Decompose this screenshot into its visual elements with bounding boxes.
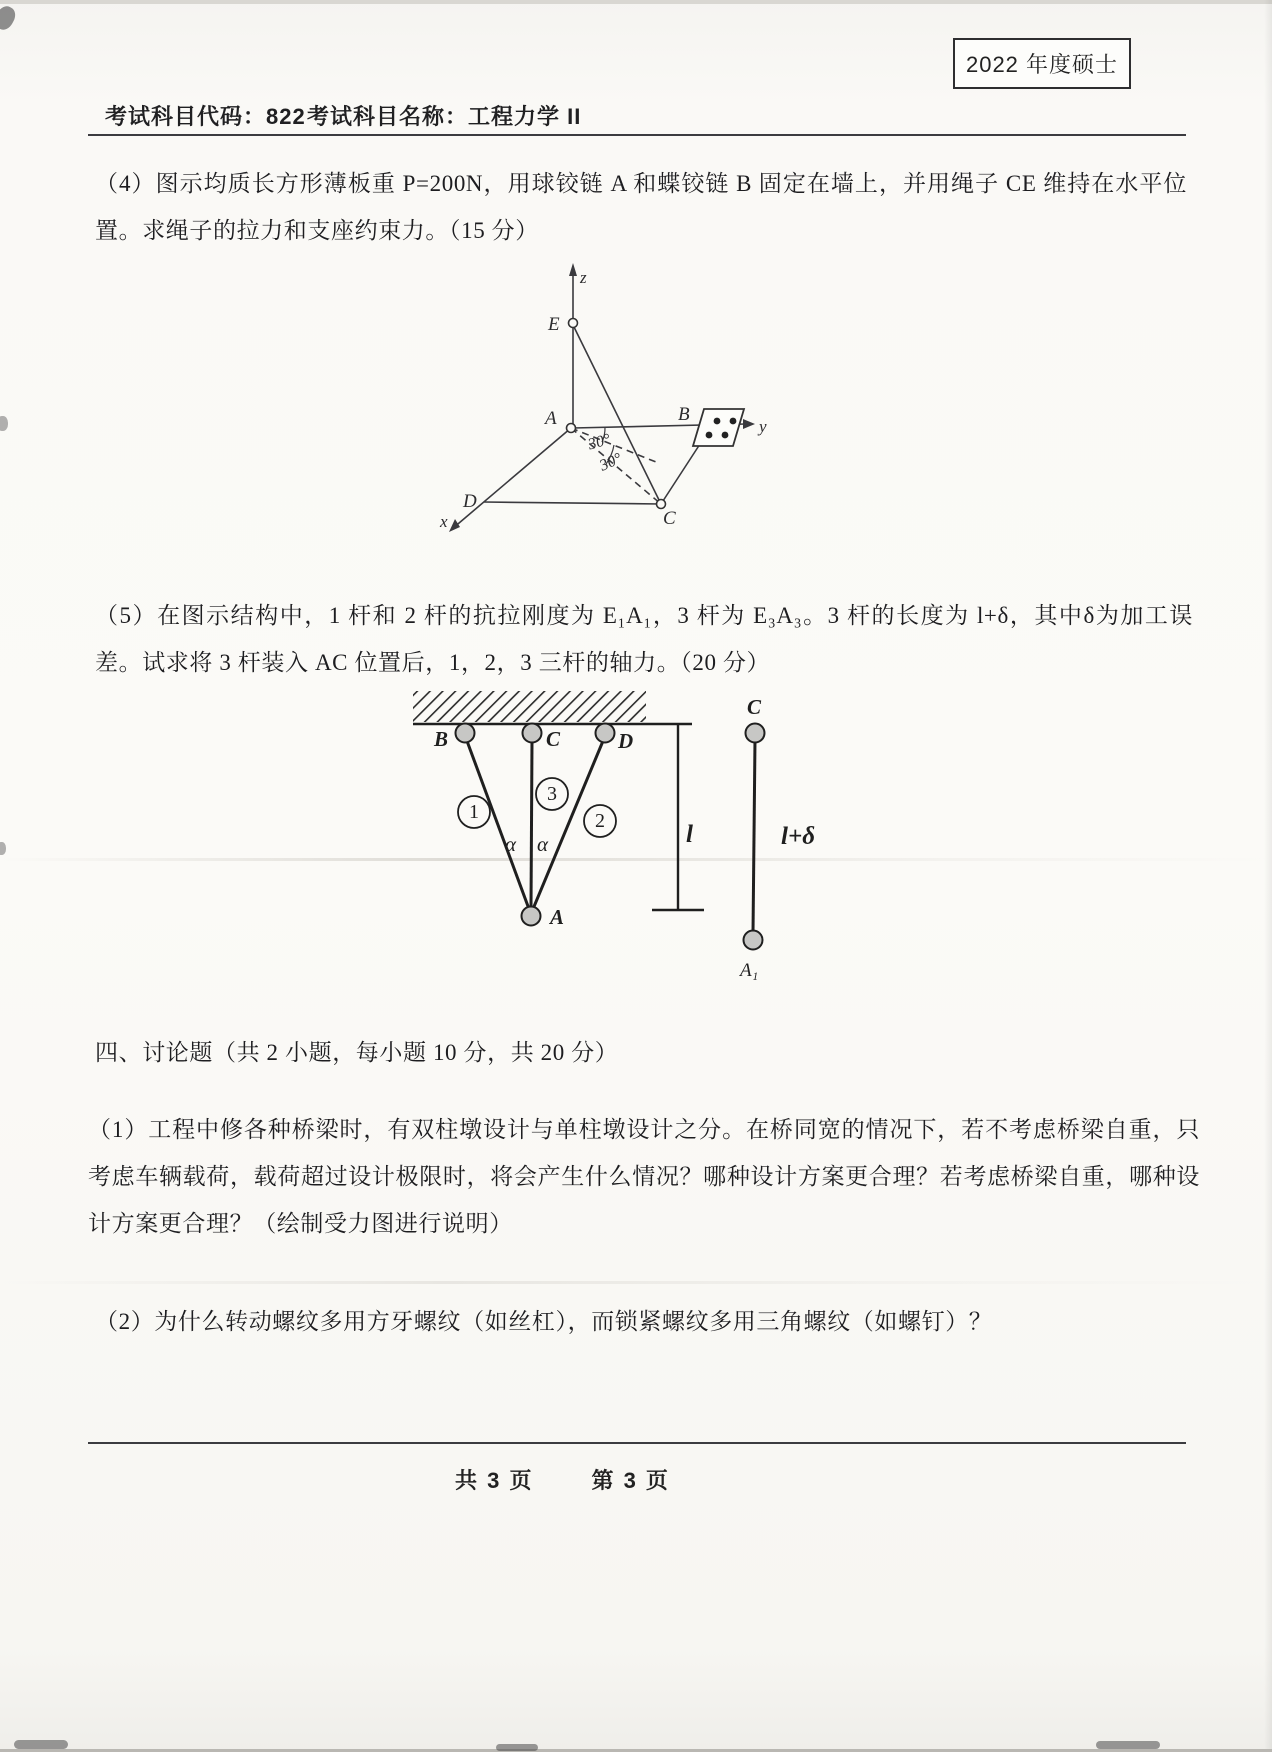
fig1-point-a: [567, 424, 576, 433]
fig2-label-length-l: l: [686, 821, 693, 848]
fig2-pin-b: [456, 724, 475, 743]
discussion-question-2: （2）为什么转动螺纹多用方牙螺纹（如丝杠），而锁紧螺纹多用三角螺纹（如螺钉）？: [95, 1309, 993, 1334]
scan-smudge: [496, 1744, 538, 1751]
fig2-label-a: A: [550, 905, 565, 929]
fig1-label-x: x: [440, 512, 448, 531]
scan-smudge: [0, 842, 6, 855]
fig2-pin-a1: [744, 931, 763, 950]
figure-plate-3d-diagram: [430, 258, 775, 548]
page-footer: [455, 1464, 670, 1495]
fig2-ceiling-hatch: [413, 691, 646, 722]
fig1-y-arrowhead: [743, 419, 755, 429]
fig2-label-alpha2: α: [537, 832, 549, 856]
fig1-label-y: y: [759, 417, 767, 436]
fig1-label-c: C: [663, 508, 676, 529]
fig2-label-c: C: [546, 727, 561, 751]
figure-truss-diagram: [400, 685, 830, 990]
scan-edge-top: [0, 0, 1272, 4]
fig1-label-b: B: [678, 404, 690, 425]
section-4-title: 四、讨论题（共 2 小题，每小题 10 分，共 20 分）: [95, 1040, 619, 1065]
fig1-z-arrowhead: [569, 263, 577, 276]
scan-smudge: [0, 3, 19, 33]
fig2-label-b: B: [434, 727, 449, 751]
fig1-angle-label-1: 30°: [586, 430, 613, 454]
subject-code-label: 考试科目代码：822: [105, 104, 306, 129]
fig2-label-length-l-delta: l+δ: [781, 823, 815, 850]
year-degree-box: 2022 年度硕士: [953, 38, 1131, 89]
fig1-label-a: A: [545, 408, 557, 429]
fig1-edge-dc: [484, 502, 661, 504]
fig1-label-d: D: [463, 491, 477, 512]
scan-smudge: [1096, 1741, 1160, 1749]
footer-current-page: 第 3 页: [591, 1468, 670, 1493]
fig2-label-bar2: 2: [595, 810, 605, 832]
fig2-label-a1: A₁: [740, 960, 759, 981]
scan-smudge: [0, 416, 8, 431]
fig1-edge-ad-x: [452, 428, 571, 529]
fig2-pin-c2: [746, 724, 765, 743]
fig2-pin-d: [596, 724, 615, 743]
header-divider: [88, 134, 1186, 136]
footer-divider: [88, 1442, 1186, 1444]
fig1-edge-bc: [661, 444, 700, 504]
fig2-label-d: D: [618, 729, 634, 753]
scan-edge-right: [1264, 0, 1272, 1752]
paper-fold-crease: [0, 1281, 1272, 1284]
fig2-spare-bar: [753, 740, 755, 933]
fig2-label-bar3: 3: [547, 783, 557, 805]
fig2-pin-c: [523, 724, 542, 743]
subject-name-label: 考试科目名称：工程力学 II: [307, 104, 582, 129]
question-5-text: （5）在图示结构中，1 杆和 2 杆的抗拉刚度为 E₁A₁，3 杆为 E₃A₃。3 杆的长度为 l+δ，其中δ为加工误差。试求将 3 杆装入 AC 位置后，1，2，3 三杆的轴力。（20 分）: [95, 603, 1193, 675]
fig2-bar-1: [467, 741, 529, 909]
footer-total-pages: 共 3 页: [455, 1468, 534, 1493]
fig1-point-e: [569, 319, 578, 328]
fig2-label-c2: C: [747, 695, 762, 719]
question-4-text: （4）图示均质长方形薄板重 P=200N，用球铰链 A 和蝶铰链 B 固定在墙上，并用绳子 CE 维持在水平位置。求绳子的拉力和支座约束力。（15 分）: [95, 171, 1187, 243]
fig1-label-z: z: [580, 268, 587, 287]
fig1-x-arrowhead: [449, 519, 460, 532]
scan-smudge: [14, 1740, 68, 1749]
fig2-label-bar1: 1: [469, 801, 479, 823]
fig1-hinge-bracket-b: [693, 409, 744, 446]
fig2-bar-2: [533, 741, 603, 909]
fig1-label-e: E: [548, 314, 560, 335]
fig2-bar-3: [531, 742, 532, 907]
discussion-question-1: （1）工程中修各种桥梁时，有双柱墩设计与单柱墩设计之分。在桥同宽的情况下，若不考虑桥梁自重，只考虑车辆载荷，载荷超过设计极限时，将会产生什么情况？哪种设计方案更合理？若考虑桥梁自重，哪种设计方案更合理？（绘制受力图进行说明）: [88, 1117, 1200, 1236]
fig1-rope-ec: [574, 327, 660, 502]
fig2-label-alpha1: α: [505, 832, 517, 856]
fig2-pin-a: [522, 907, 541, 926]
fig1-angle-label-2: 30°: [597, 449, 625, 475]
